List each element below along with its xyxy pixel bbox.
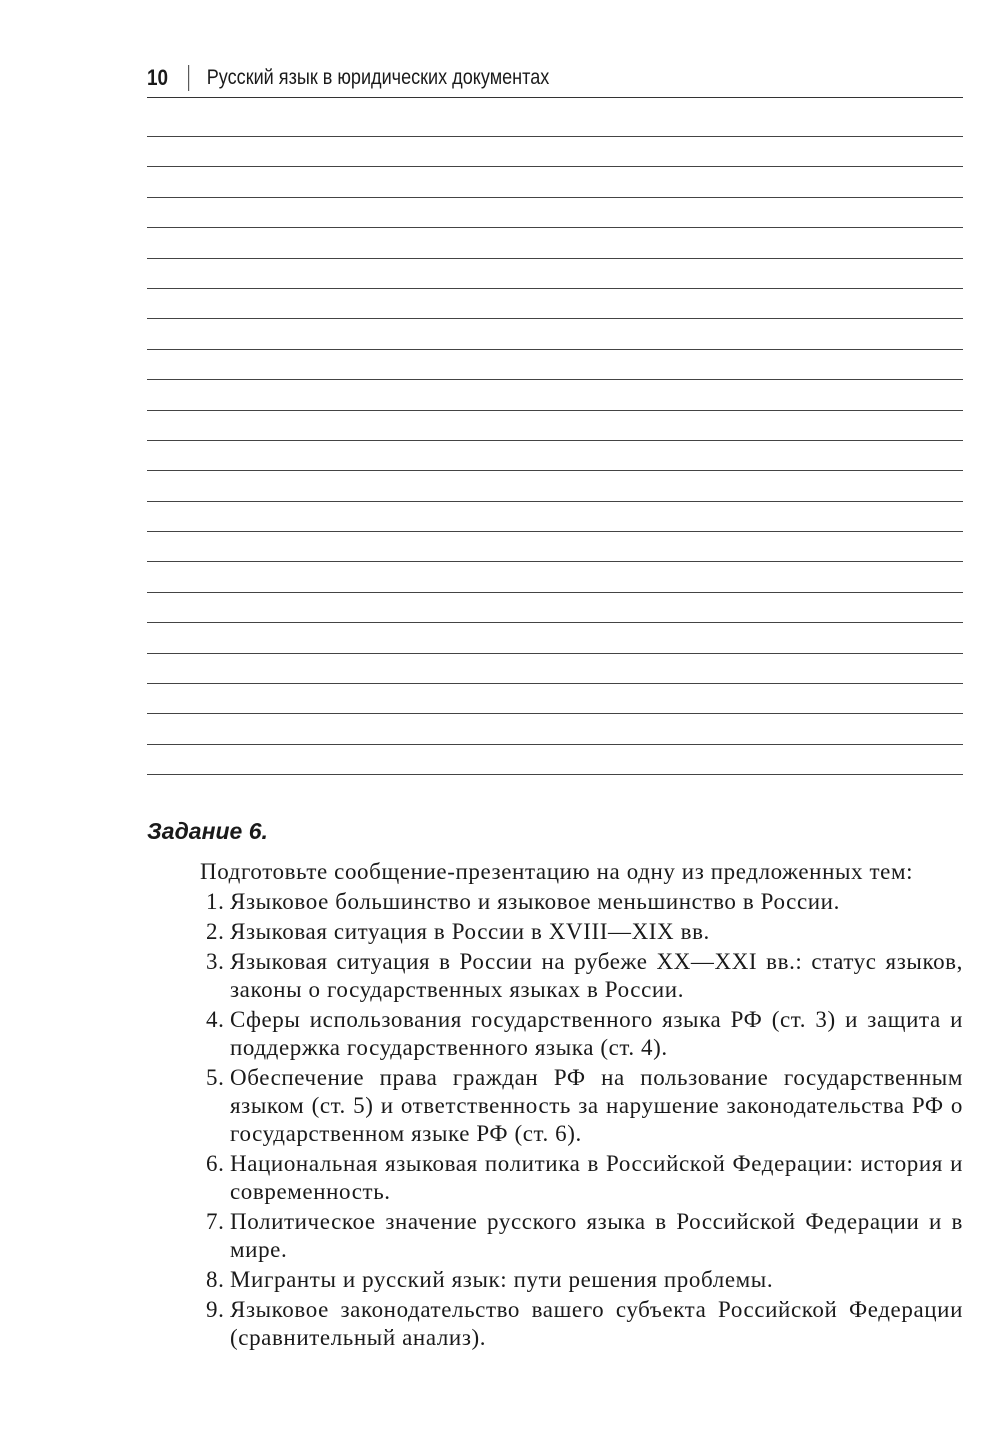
item-number: 3. — [206, 949, 225, 974]
list-item — [147, 1150, 963, 1206]
item-text: Языковая ситуация в России на рубеже XX—XXI вв.: статус языков, законы о государственных языках в России. — [230, 949, 963, 1002]
writing-line — [147, 258, 963, 259]
writing-line — [147, 561, 963, 562]
writing-line — [147, 379, 963, 380]
item-text: Мигранты и русский язык: пути решения проблемы. — [230, 1267, 774, 1292]
item-text: Обеспечение права граждан РФ на пользование государственным языком (ст. 5) и ответственность за нарушение законодательства РФ о государственном языке РФ (ст. 6). — [230, 1065, 963, 1146]
writing-line — [147, 744, 963, 745]
list-item — [147, 1266, 963, 1294]
item-number: 7. — [206, 1209, 225, 1234]
item-text: Языковое законодательство вашего субъекта Российской Федерации (сравнительный анализ). — [230, 1297, 963, 1350]
writing-line — [147, 501, 963, 502]
item-text: Национальная языковая политика в Российской Федерации: история и современность. — [230, 1151, 963, 1204]
writing-line — [147, 592, 963, 593]
writing-line — [147, 622, 963, 623]
item-number: 5. — [206, 1065, 225, 1090]
header-rule — [147, 97, 963, 98]
item-number: 2. — [206, 919, 225, 944]
list-item — [147, 918, 963, 946]
list-item — [147, 1006, 963, 1062]
writing-line — [147, 349, 963, 350]
list-item — [147, 1208, 963, 1264]
writing-line — [147, 288, 963, 289]
item-number: 1. — [206, 889, 225, 914]
list-item — [147, 1296, 963, 1352]
writing-line — [147, 653, 963, 654]
writing-lines — [147, 136, 963, 805]
item-text: Политическое значение русского языка в Российской Федерации и в мире. — [230, 1209, 963, 1262]
writing-line — [147, 683, 963, 684]
task-intro: Подготовьте сообщение-презентацию на одну из предложенных тем: — [200, 859, 914, 884]
item-number: 8. — [206, 1267, 225, 1292]
item-number: 4. — [206, 1007, 225, 1032]
list-item — [147, 948, 963, 1004]
book-title: Русский язык в юридических документах — [206, 66, 550, 89]
writing-line — [147, 227, 963, 228]
writing-line — [147, 318, 963, 319]
task-body — [147, 858, 963, 1354]
writing-line — [147, 197, 963, 198]
topic-list — [147, 888, 963, 1352]
item-text: Языковая ситуация в России в XVIII—XIX вв. — [230, 919, 710, 944]
writing-line — [147, 166, 963, 167]
writing-line — [147, 410, 963, 411]
task-title: Задание 6. — [147, 818, 268, 844]
page-number: 10 — [147, 65, 169, 90]
header-separator — [189, 65, 190, 91]
writing-line — [147, 440, 963, 441]
writing-line — [147, 713, 963, 714]
list-item — [147, 1064, 963, 1148]
item-text: Языковое большинство и языковое меньшинство в России. — [230, 889, 840, 914]
list-item — [147, 888, 963, 916]
writing-line — [147, 531, 963, 532]
running-header — [147, 62, 849, 94]
writing-line — [147, 136, 963, 137]
writing-line — [147, 774, 963, 775]
item-number: 9. — [206, 1297, 225, 1322]
item-text: Сферы использования государственного языка РФ (ст. 3) и защита и поддержка государственного языка (ст. 4). — [230, 1007, 963, 1060]
writing-line — [147, 470, 963, 471]
item-number: 6. — [206, 1151, 225, 1176]
